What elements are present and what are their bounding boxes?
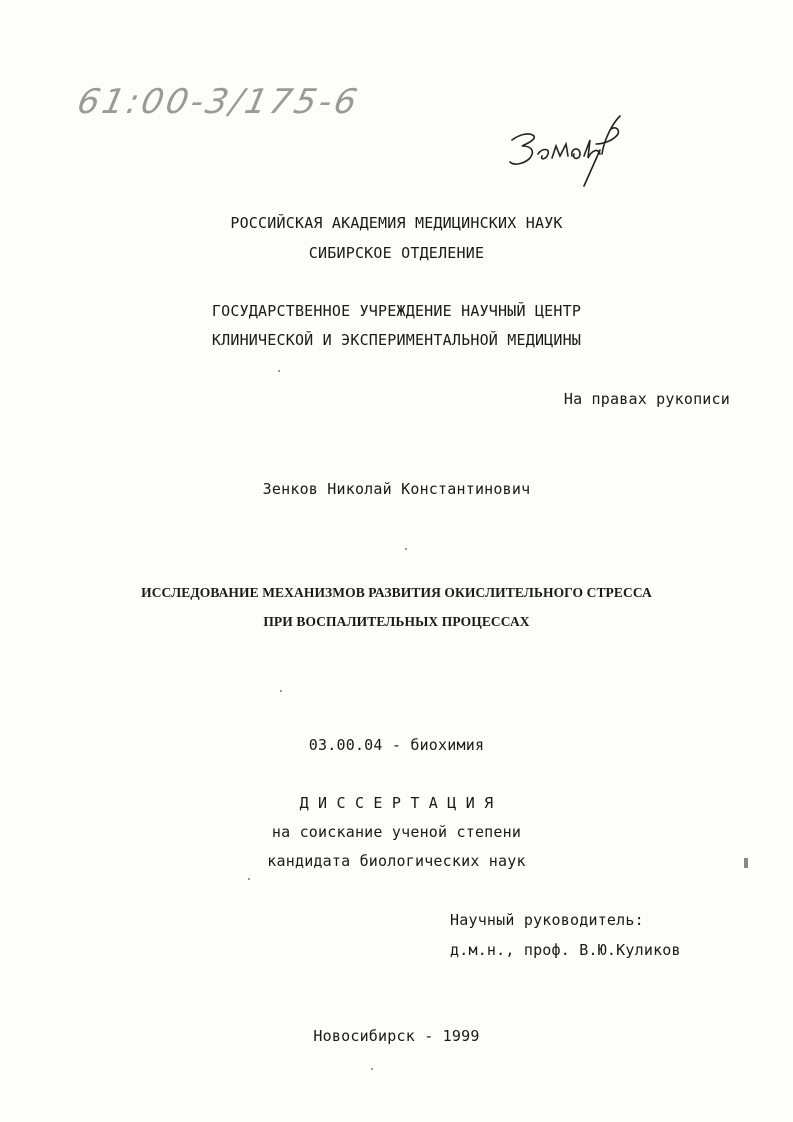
scan-speck xyxy=(278,370,280,372)
city-year: Новосибирск - 1999 xyxy=(313,1027,480,1045)
author-name: Зенков Николай Константинович xyxy=(262,480,531,498)
specialty-code: 03.00.04 - биохимия xyxy=(308,736,485,754)
org-line-center: КЛИНИЧЕСКОЙ И ЭКСПЕРИМЕНТАЛЬНОЙ МЕДИЦИНЫ xyxy=(211,331,582,349)
scan-speck xyxy=(405,548,407,550)
handwritten-signature xyxy=(500,110,640,190)
scan-speck xyxy=(280,690,282,692)
degree-line2: кандидата биологических наук xyxy=(267,852,526,870)
org-line-academy: РОССИЙСКАЯ АКАДЕМИЯ МЕДИЦИНСКИХ НАУК xyxy=(230,214,563,232)
rights-note: На правах рукописи xyxy=(563,390,730,408)
org-line-institution: ГОСУДАРСТВЕННОЕ УЧРЕЖДЕНИЕ НАУЧНЫЙ ЦЕНТР xyxy=(211,302,582,320)
org-line-branch: СИБИРСКОЕ ОТДЕЛЕНИЕ xyxy=(308,244,485,262)
supervisor-name: д.м.н., проф. В.Ю.Куликов xyxy=(450,941,681,959)
degree-line1: на соискание ученой степени xyxy=(271,823,522,841)
archive-number-stamp: 61:00-3/175-6 xyxy=(73,82,364,122)
dissertation-title-line2: ПРИ ВОСПАЛИТЕЛЬНЫХ ПРОЦЕССАХ xyxy=(263,614,530,629)
scan-mark xyxy=(744,858,748,868)
dissertation-title-line1: ИССЛЕДОВАНИЕ МЕХАНИЗМОВ РАЗВИТИЯ ОКИСЛИТЕЛЬНОГО СТРЕССА xyxy=(141,585,652,600)
scan-speck xyxy=(371,1068,373,1070)
scan-speck xyxy=(248,878,250,880)
supervisor-label: Научный руководитель: xyxy=(450,911,644,929)
degree-label: Д И С С Е Р Т А Ц И Я xyxy=(299,794,494,812)
